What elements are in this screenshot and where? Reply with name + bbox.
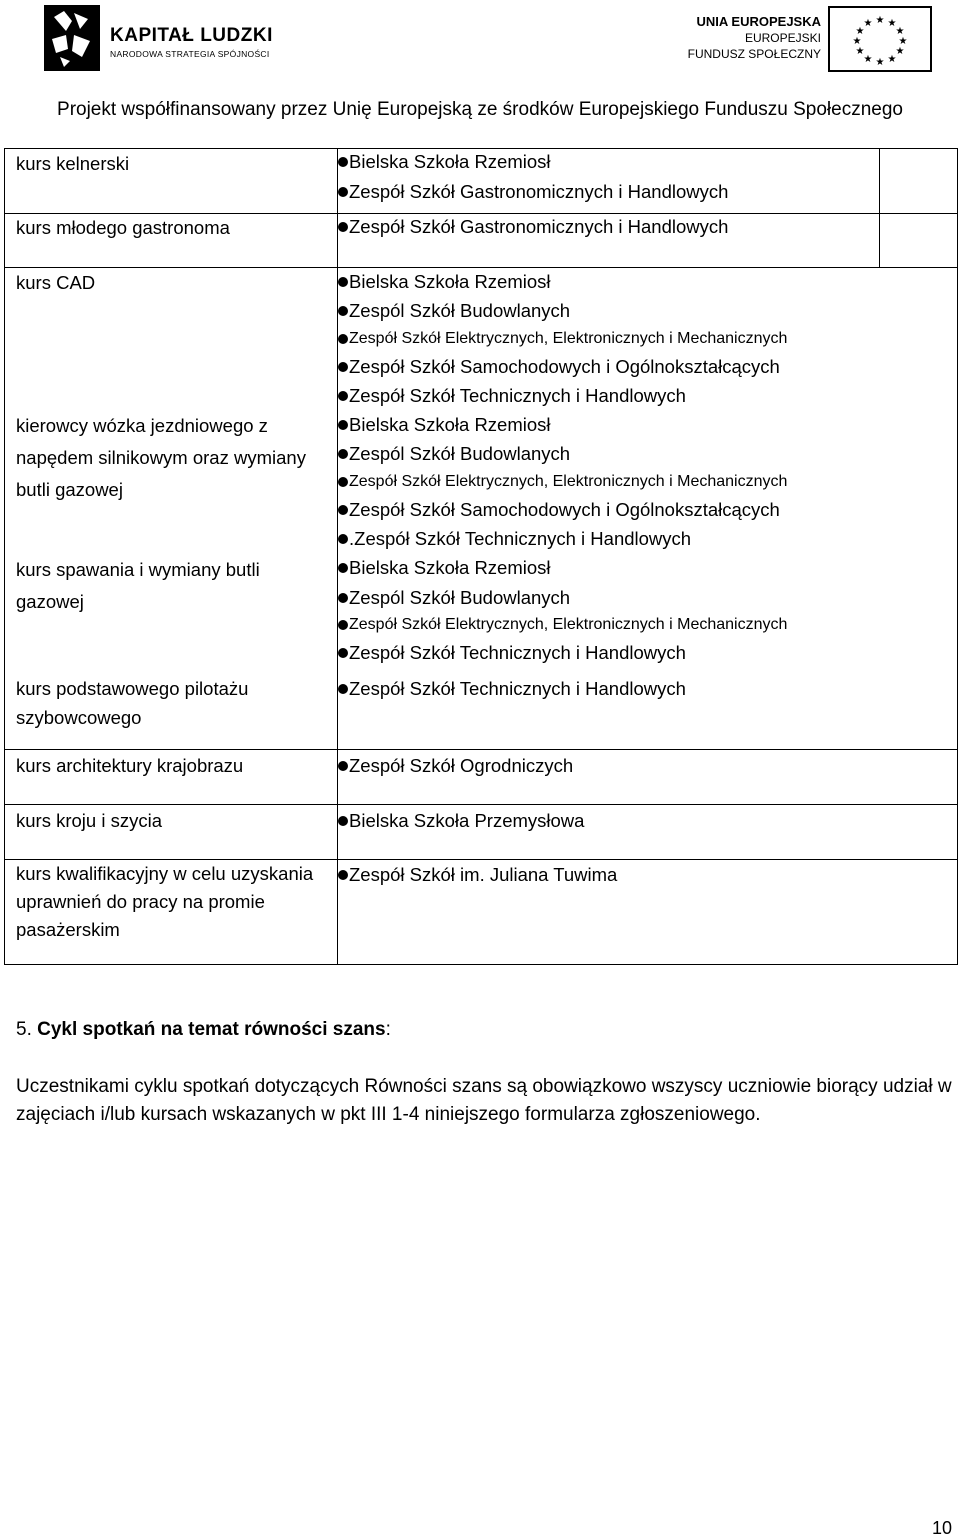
school-item: Zespół Szkół Technicznych i Handlowych <box>338 385 686 407</box>
table-row-divider <box>4 749 958 750</box>
bullet-icon <box>338 222 348 232</box>
svg-text:★: ★ <box>887 54 897 65</box>
school-item: Zespól Szkół Budowlanych <box>338 300 570 322</box>
bullet-icon <box>338 505 348 515</box>
kapital-ludzki-emblem-icon <box>44 5 100 71</box>
bullet-icon <box>338 277 348 287</box>
school-item: Bielska Szkoła Rzemiosł <box>338 151 551 173</box>
eu-flag-icon <box>828 6 932 72</box>
school-item: Zespół Szkół Gastronomicznych i Handlowych <box>338 216 728 238</box>
eu-logo-line2: EUROPEJSKI <box>744 31 821 45</box>
table-border-bottom <box>4 964 958 965</box>
eu-logo-line1: UNIA EUROPEJSKA <box>696 14 821 29</box>
table-border-left <box>4 148 5 965</box>
svg-text:★: ★ <box>895 26 905 37</box>
kapital-ludzki-logo <box>44 5 284 73</box>
table-row-divider <box>4 804 958 805</box>
bullet-icon <box>338 620 348 630</box>
svg-text:★: ★ <box>863 18 873 29</box>
school-item: Bielska Szkoła Rzemiosł <box>338 414 551 436</box>
school-item: Zespół Szkół Gastronomicznych i Handlowych <box>338 181 728 203</box>
bullet-icon <box>338 449 348 459</box>
course-name: kurs młodego gastronoma <box>16 217 230 238</box>
logo-subtitle: NARODOWA STRATEGIA SPÓJNOŚCI <box>110 49 270 59</box>
svg-text:★: ★ <box>875 15 885 26</box>
bullet-icon <box>338 816 348 826</box>
section-paragraph: Uczestnikami cyklu spotkań dotyczących Równości szans są obowiązkowo wszyscy uczniowie biorący udział w zajęciach i/lub kursach wskazanych w pkt III 1-4 niniejszego formularza zgłoszeniowego. <box>16 1076 952 1125</box>
school-item: .Zespół Szkół Technicznych i Handlowych <box>338 528 691 550</box>
course-name: kurs architektury krajobrazu <box>16 755 244 776</box>
bullet-icon <box>338 684 348 694</box>
bullet-icon <box>338 761 348 771</box>
school-item: Zespół Szkół Ogrodniczych <box>338 755 573 777</box>
bullet-icon <box>338 157 348 167</box>
bullet-icon <box>338 306 348 316</box>
bullet-icon <box>338 477 348 487</box>
svg-text:★: ★ <box>863 54 873 65</box>
bullet-icon <box>338 593 348 603</box>
table-border-right <box>957 148 958 965</box>
svg-text:★: ★ <box>895 46 905 57</box>
school-item: Zespół Szkół im. Juliana Tuwima <box>338 864 617 886</box>
eu-logo-text <box>688 14 821 62</box>
bullet-icon <box>338 391 348 401</box>
school-item: Bielska Szkoła Rzemiosł <box>338 271 551 293</box>
course-name: kurs CAD <box>16 272 96 293</box>
bullet-icon <box>338 534 348 544</box>
school-item: Zespół Szkół Samochodowych i Ogólnokształcących <box>338 499 780 521</box>
logo-title: KAPITAŁ LUDZKI <box>110 25 273 46</box>
school-item: Zespół Szkół Samochodowych i Ogólnokształcących <box>338 356 780 378</box>
table-column-divider-right <box>879 148 880 267</box>
bullet-icon <box>338 362 348 372</box>
school-item: Zespół Szkół Technicznych i Handlowych <box>338 642 686 664</box>
course-name: kurs spawania i wymiany butli gazowej <box>16 559 260 612</box>
page-number: 10 <box>931 1518 952 1538</box>
svg-text:★: ★ <box>875 57 885 68</box>
bullet-icon <box>338 187 348 197</box>
eu-logo-line3: FUNDUSZ SPOŁECZNY <box>687 47 821 61</box>
section-colon: : <box>385 1019 391 1040</box>
section-title: Cykl spotkań na temat równości szans <box>37 1019 386 1040</box>
course-name: kurs podstawowego pilotażu szybowcowego <box>16 678 249 728</box>
bullet-icon <box>338 420 348 430</box>
project-cofinancing-line: Projekt współfinansowany przez Unię Europejską ze środków Europejskiego Funduszu Społecznego <box>57 99 903 120</box>
bullet-icon <box>338 334 348 344</box>
svg-text:★: ★ <box>855 26 865 37</box>
svg-text:★: ★ <box>855 46 865 57</box>
bullet-icon <box>338 870 348 880</box>
school-item: Bielska Szkoła Rzemiosł <box>338 557 551 579</box>
school-item: Zespół Szkół Elektrycznych, Elektronicznych i Mechanicznych <box>338 473 787 491</box>
svg-text:★: ★ <box>887 18 897 29</box>
course-name: kurs kroju i szycia <box>16 810 162 831</box>
bullet-icon <box>338 563 348 573</box>
eu-logo <box>664 6 939 72</box>
course-name: kurs kelnerski <box>16 153 130 174</box>
school-item: Bielska Szkoła Przemysłowa <box>338 810 584 832</box>
bullet-icon <box>338 648 348 658</box>
school-item: Zespół Szkół Elektrycznych, Elektronicznych i Mechanicznych <box>338 616 787 634</box>
svg-text:★: ★ <box>852 36 862 47</box>
section-heading <box>16 1019 391 1041</box>
svg-text:★: ★ <box>898 36 908 47</box>
course-name: kierowcy wózka jezdniowego z napędem silnikowym oraz wymiany butli gazowej <box>16 415 306 500</box>
school-item: Zespół Szkół Technicznych i Handlowych <box>338 678 686 700</box>
school-item: Zespół Szkół Elektrycznych, Elektronicznych i Mechanicznych <box>338 330 787 348</box>
course-name: kurs kwalifikacyjny w celu uzyskania uprawnień do pracy na promie pasażerskim <box>16 863 314 940</box>
section-number: 5. <box>16 1019 32 1040</box>
school-item: Zespól Szkół Budowlanych <box>338 443 570 465</box>
school-item: Zespól Szkół Budowlanych <box>338 587 570 609</box>
